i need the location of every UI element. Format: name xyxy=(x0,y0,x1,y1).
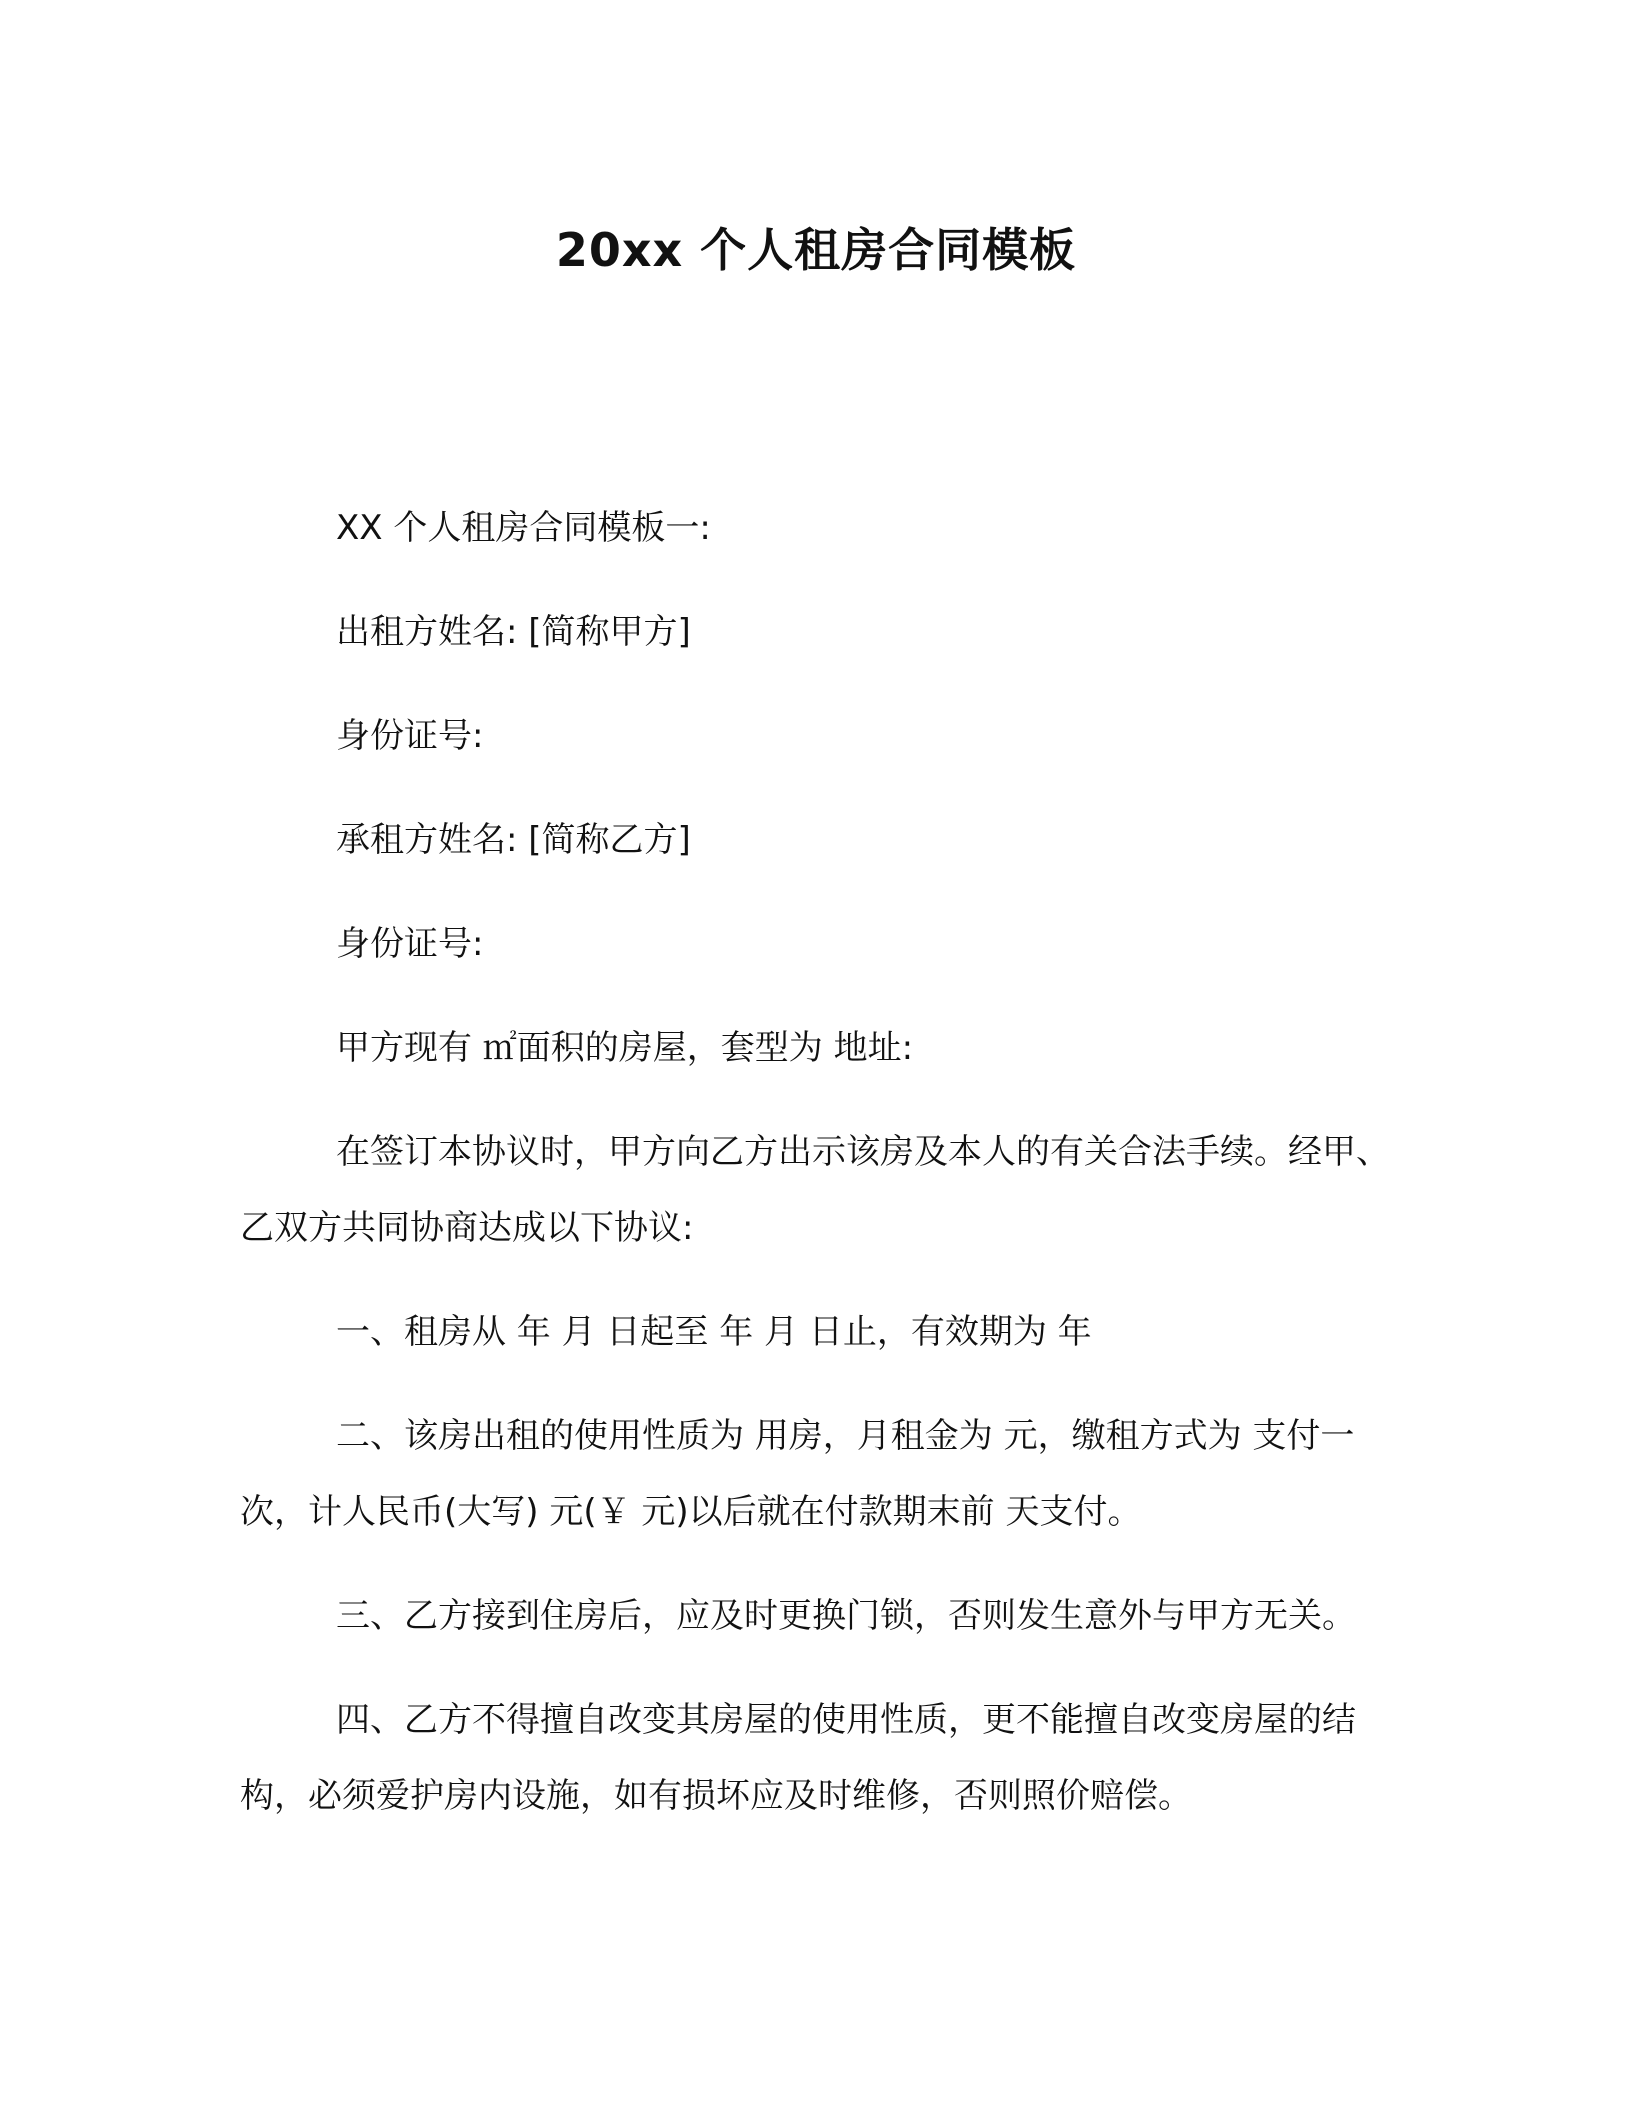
paragraph-lessee-name: 承租方姓名: [简称乙方] xyxy=(336,820,691,860)
paragraph-template-heading: XX 个人租房合同模板一: xyxy=(336,508,711,548)
paragraph-clause-1: 一、租房从 年 月 日起至 年 月 日止，有效期为 年 xyxy=(336,1312,1092,1352)
document-title: 20xx 个人租房合同模板 xyxy=(555,223,1077,277)
paragraph-property: 甲方现有 ㎡面积的房屋，套型为 地址: xyxy=(336,1028,914,1068)
paragraph-clause-3: 三、乙方接到住房后，应及时更换门锁，否则发生意外与甲方无关。 xyxy=(336,1596,1356,1636)
paragraph-agreement-intro: 在签订本协议时，甲方向乙方出示该房及本人的有关合法手续。经甲、乙双方共同协商达成以下协议: xyxy=(240,1132,1390,1248)
paragraph-clause-4: 四、乙方不得擅自改变其房屋的使用性质，更不能擅自改变房屋的结构，必须爱护房内设施，如有损坏应及时维修，否则照价赔偿。 xyxy=(240,1700,1356,1816)
paragraph-lessor-name: 出租方姓名: [简称甲方] xyxy=(336,612,691,652)
paragraph-lessor-id: 身份证号: xyxy=(336,716,484,756)
paragraph-clause-2: 二、该房出租的使用性质为 用房，月租金为 元，缴租方式为 支付一次，计人民币(大写) 元(￥ 元)以后就在付款期末前 天支付。 xyxy=(240,1416,1355,1532)
paragraph-lessee-id: 身份证号: xyxy=(336,924,484,964)
document-body xyxy=(240,490,1390,1862)
